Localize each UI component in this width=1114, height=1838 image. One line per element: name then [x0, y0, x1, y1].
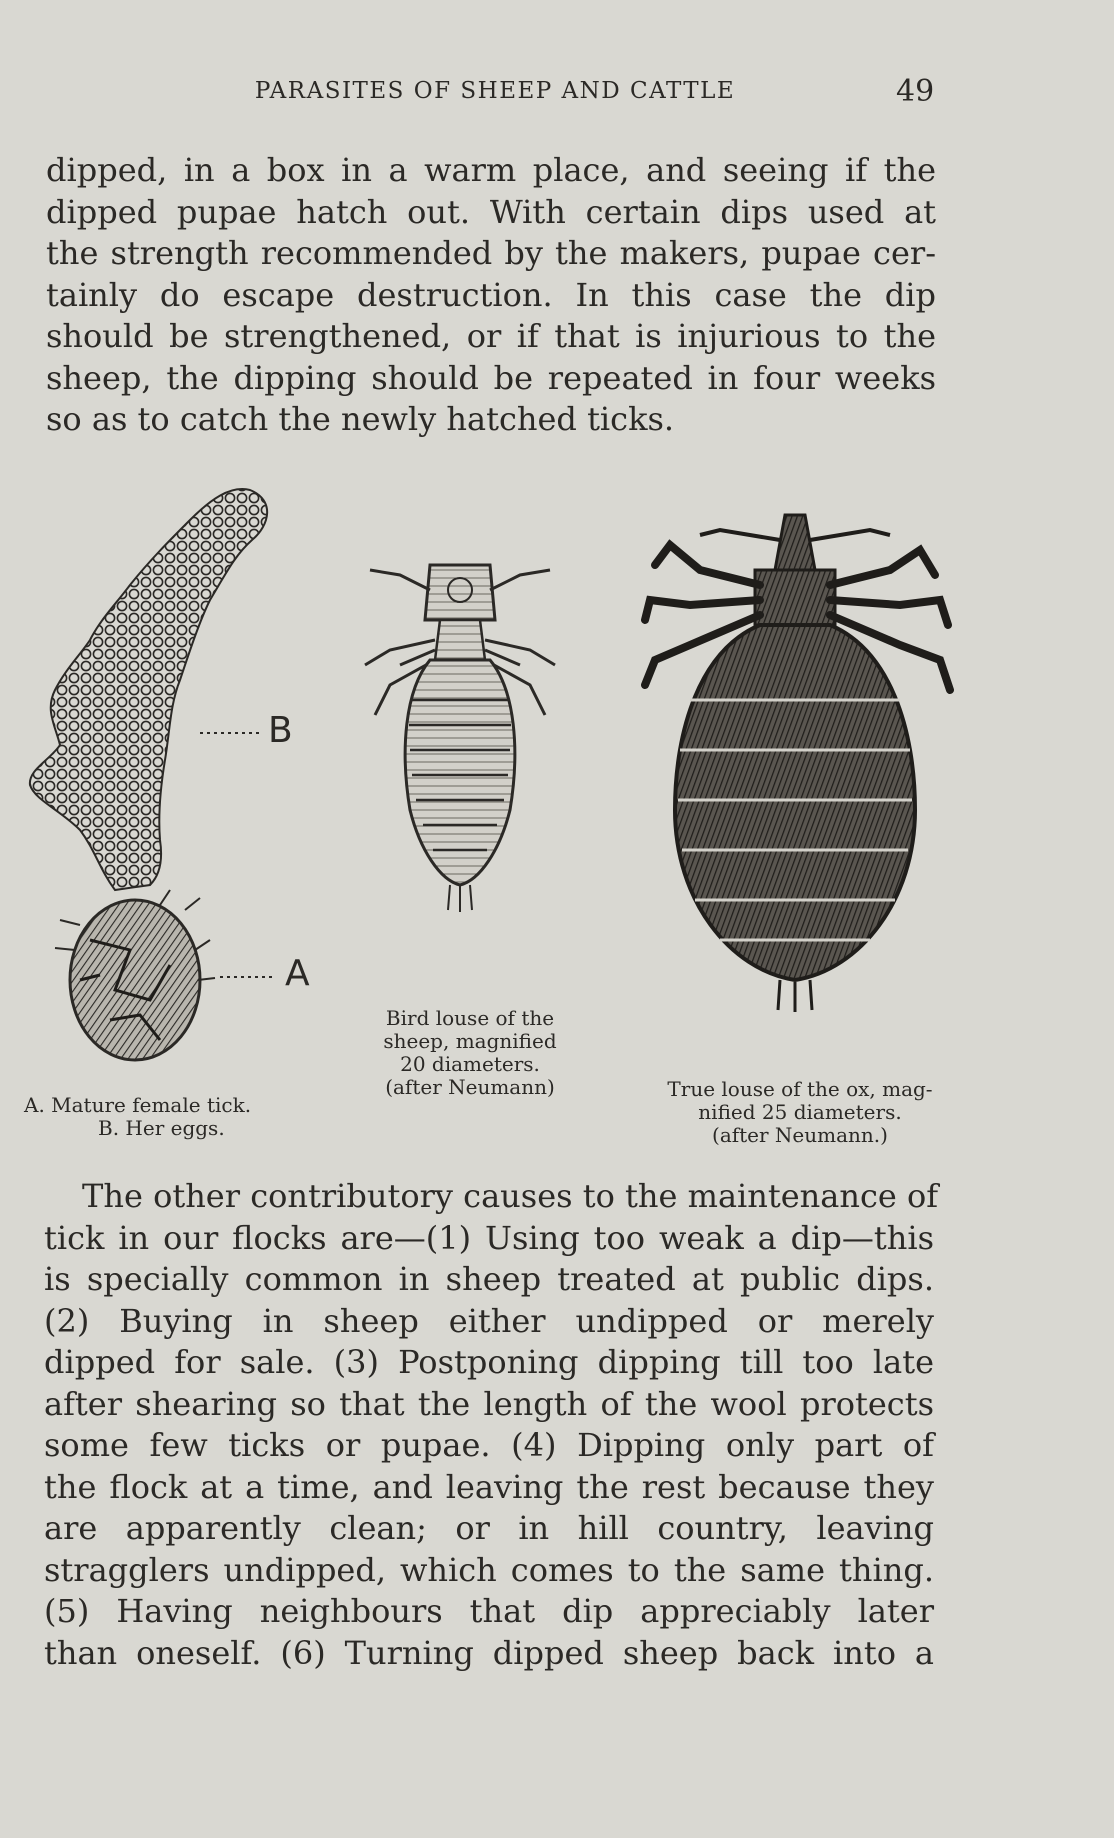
tick-label: A — [285, 953, 310, 994]
text-line: than oneself. (6) Turning dipped sheep back into a — [44, 1633, 934, 1672]
text-line: the strength recommended by the makers, pupae cer- — [46, 234, 936, 272]
paragraph-bottom — [44, 1176, 939, 1674]
caption-line: nified 25 diameters. — [698, 1100, 902, 1124]
running-title: PARASITES OF SHEEP AND CATTLE — [254, 78, 736, 104]
text-line: tainly do escape destruction. In this case the dip — [46, 275, 936, 314]
egg-label: B — [268, 710, 293, 751]
ox-louse-caption — [640, 1078, 960, 1147]
text-line: dipped, in a box in a warm place, and seeing if the — [46, 151, 936, 189]
tick-body — [70, 900, 200, 1060]
text-line: are apparently clean; or in hill country, leaving — [44, 1509, 934, 1547]
page-number: 49 — [896, 74, 935, 109]
egg-mass — [30, 489, 267, 890]
caption-line: (after Neumann.) — [712, 1123, 888, 1147]
text-line: should be strengthened, or if that is injurious to the — [46, 317, 936, 355]
text-line: (5) Having neighbours that dip appreciably later — [44, 1592, 934, 1630]
text-line: is specially common in sheep treated at public dips. — [44, 1260, 934, 1298]
caption-line: B. Her eggs. — [98, 1116, 225, 1140]
caption-line: Bird louse of the — [385, 1006, 555, 1030]
caption-line: (after Neumann) — [385, 1075, 555, 1099]
text-line: (2) Buying in sheep either undipped or merely — [44, 1301, 934, 1340]
text-line: so as to catch the newly hatched ticks. — [46, 400, 675, 438]
bird-louse-illustration — [330, 550, 590, 950]
text-line: dipped pupae hatch out. With certain dips used at — [46, 192, 936, 231]
text-line: dipped for sale. (3) Postponing dipping till too late — [44, 1343, 934, 1381]
tick-caption — [24, 1094, 251, 1140]
text-line: after shearing so that the length of the wool protects — [44, 1384, 934, 1423]
text-line: stragglers undipped, which comes to the same thing. — [44, 1550, 934, 1589]
ox-louse-illustration — [620, 490, 980, 1060]
text-line: tick in our flocks are—(1) Using too weak a dip—this — [44, 1218, 934, 1257]
caption-line: True louse of the ox, mag- — [667, 1077, 933, 1101]
ox-louse-abdomen — [675, 625, 915, 980]
text-line: sheep, the dipping should be repeated in four weeks — [46, 358, 936, 397]
caption-line: sheep, magnified — [383, 1029, 557, 1053]
caption-line: A. Mature female tick. — [24, 1093, 252, 1117]
caption-line: 20 diameters. — [400, 1052, 540, 1076]
text-line: some few ticks or pupae. (4) Dipping only part of — [44, 1426, 934, 1464]
paragraph-top — [46, 150, 936, 441]
bird-louse-caption — [360, 1007, 580, 1099]
text-line: The other contributory causes to the maintenance of — [82, 1177, 939, 1215]
text-line: the flock at a time, and leaving the rest because they — [44, 1467, 934, 1506]
